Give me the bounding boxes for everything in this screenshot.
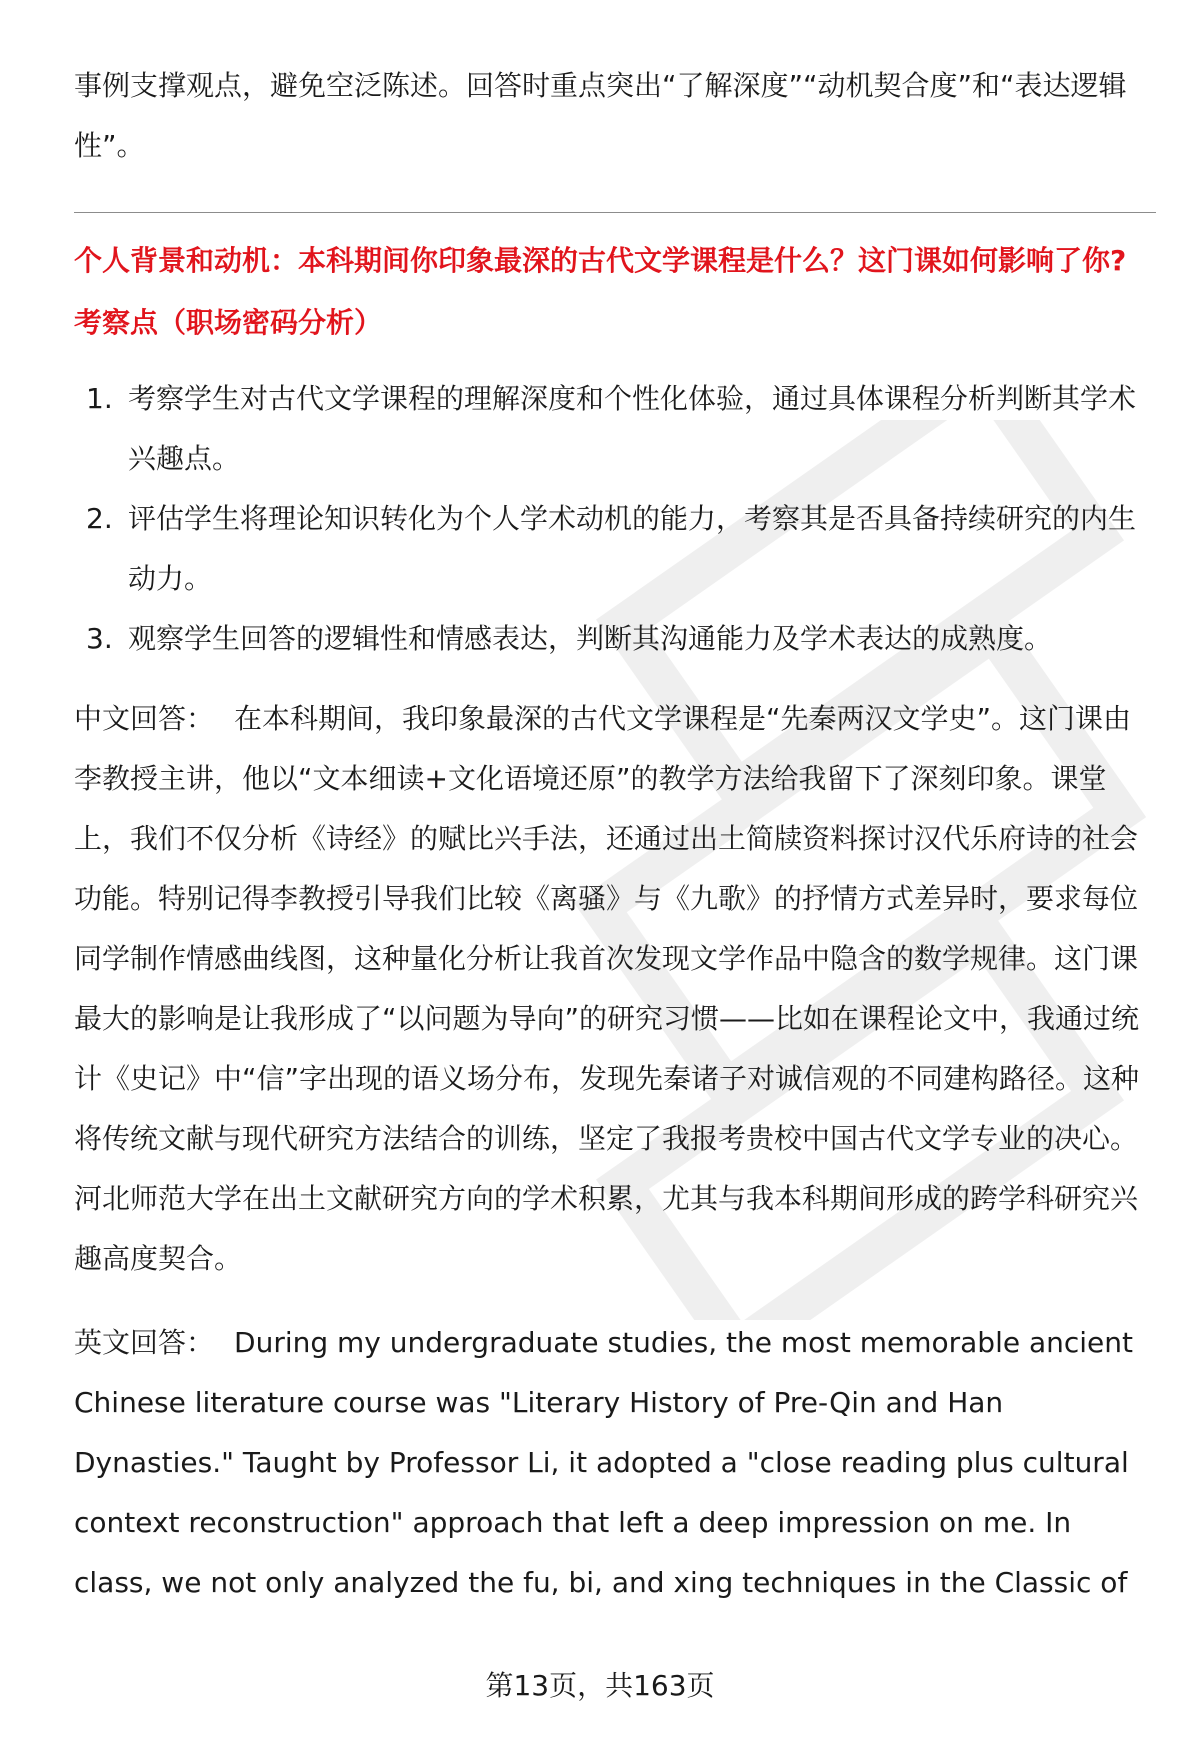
list-item-text: 观察学生回答的逻辑性和情感表达，判断其沟通能力及学术表达的成熟度。 [128,622,1053,655]
document-page [74,56,1156,1613]
list-item-text: 考察学生对古代文学课程的理解深度和个性化体验，通过具体课程分析判断其学术兴趣点。 [128,382,1137,475]
page-number-footer: 第13页，共163页 [485,1669,715,1702]
chinese-answer-label: 中文回答： [74,702,215,735]
list-item-text: 评估学生将理论知识转化为个人学术动机的能力，考察其是否具备持续研究的内生动力。 [128,502,1137,595]
list-item-number: 1. [86,382,113,415]
english-answer-label: 英文回答： [74,1326,215,1359]
english-answer-text: During my undergraduate studies, the most memorable ancient Chinese literature course was "Literary History of Pre-Qin and Han Dynasties." Taught by Professor Li, it adopted a "close reading plus cultural context reconstruction" approach that left a deep impression on me. In class, we not only analyzed the fu, bi, and xing techniques in the Classic of [74,1326,1134,1599]
english-answer [74,1313,1156,1613]
list-item [74,609,1156,669]
list-item-number: 2. [86,502,113,535]
chinese-answer [74,689,1156,1289]
list-item-number: 3. [86,622,113,655]
question-heading: 个人背景和动机：本科期间你印象最深的古代文学课程是什么？这门课如何影响了你? [74,244,1127,277]
assessment-points-list [74,369,1156,669]
assessment-points-heading: 考察点（职场密码分析） [74,306,383,339]
list-item [74,489,1156,609]
intro-paragraph: 事例支撑观点，避免空泛陈述。回答时重点突出“了解深度”“动机契合度”和“表达逻辑性”。 [74,69,1127,162]
section-divider [74,212,1156,213]
list-item [74,369,1156,489]
chinese-answer-text: 在本科期间，我印象最深的古代文学课程是“先秦两汉文学史”。这门课由李教授主讲，他以“文本细读+文化语境还原”的教学方法给我留下了深刻印象。课堂上，我们不仅分析《诗经》的赋比兴手法，还通过出土简牍资料探讨汉代乐府诗的社会功能。特别记得李教授引导我们比较《离骚》与《九歌》的抒情方式差异时，要求每位同学制作情感曲线图，这种量化分析让我首次发现文学作品中隐含的数学规律。这门课最大的影响是让我形成了“以问题为导向”的研究习惯——比如在课程论文中，我通过统计《史记》中“信”字出现的语义场分布，发现先秦诸子对诚信观的不同建构路径。这种将传统文献与现代研究方法结合的训练，坚定了我报考贵校中国古代文学专业的决心。河北师范大学在出土文献研究方向的学术积累，尤其与我本科期间形成的跨学科研究兴趣高度契合。 [74,702,1140,1275]
